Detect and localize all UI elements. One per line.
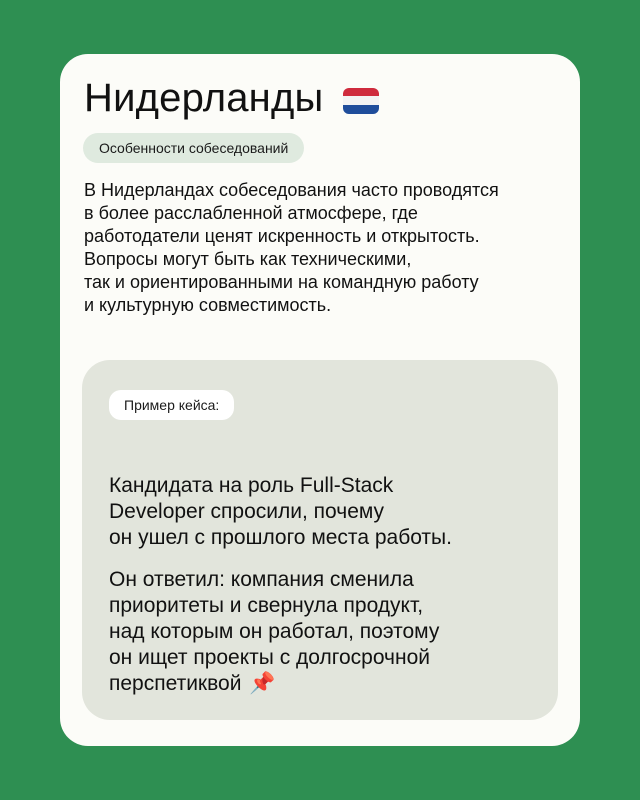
flag-stripe-red — [343, 88, 379, 97]
case-label: Пример кейса: — [109, 390, 234, 420]
case-line: он ищет проекты с долгосрочной — [109, 646, 430, 669]
title-row — [84, 76, 379, 121]
case-line: Кандидата на роль Full-Stack — [109, 474, 394, 497]
intro-line: В Нидерландах собеседования часто проводятся — [84, 180, 499, 200]
section-tag: Особенности собеседований — [83, 133, 304, 163]
content-card — [60, 54, 580, 746]
intro-text — [84, 179, 556, 317]
case-paragraph-answer — [109, 567, 529, 697]
flag-stripe-white — [343, 96, 379, 105]
case-line-last — [109, 671, 529, 697]
page-title: Нидерланды — [84, 76, 324, 120]
case-line: перспетиквой — [109, 672, 242, 695]
case-line: он ушел с прошлого места работы. — [109, 526, 452, 549]
pushpin-icon: 📌 — [249, 672, 276, 695]
intro-line: и культурную совместимость. — [84, 295, 332, 315]
netherlands-flag-icon — [343, 88, 379, 114]
intro-line: Вопросы могут быть как техническими, — [84, 249, 412, 269]
case-line: Developer спросили, почему — [109, 500, 385, 523]
intro-line: так и ориентированными на командную работу — [84, 272, 479, 292]
flag-stripe-blue — [343, 105, 379, 114]
case-line: приоритеты и свернула продукт, — [109, 594, 424, 617]
case-paragraph-question — [109, 473, 529, 551]
case-line: Он ответил: компания сменила — [109, 568, 414, 591]
case-example-box — [82, 360, 558, 720]
intro-line: работодатели ценят искренность и открытость. — [84, 226, 480, 246]
case-line: над которым он работал, поэтому — [109, 620, 440, 643]
intro-line: в более расслабленной атмосфере, где — [84, 203, 418, 223]
